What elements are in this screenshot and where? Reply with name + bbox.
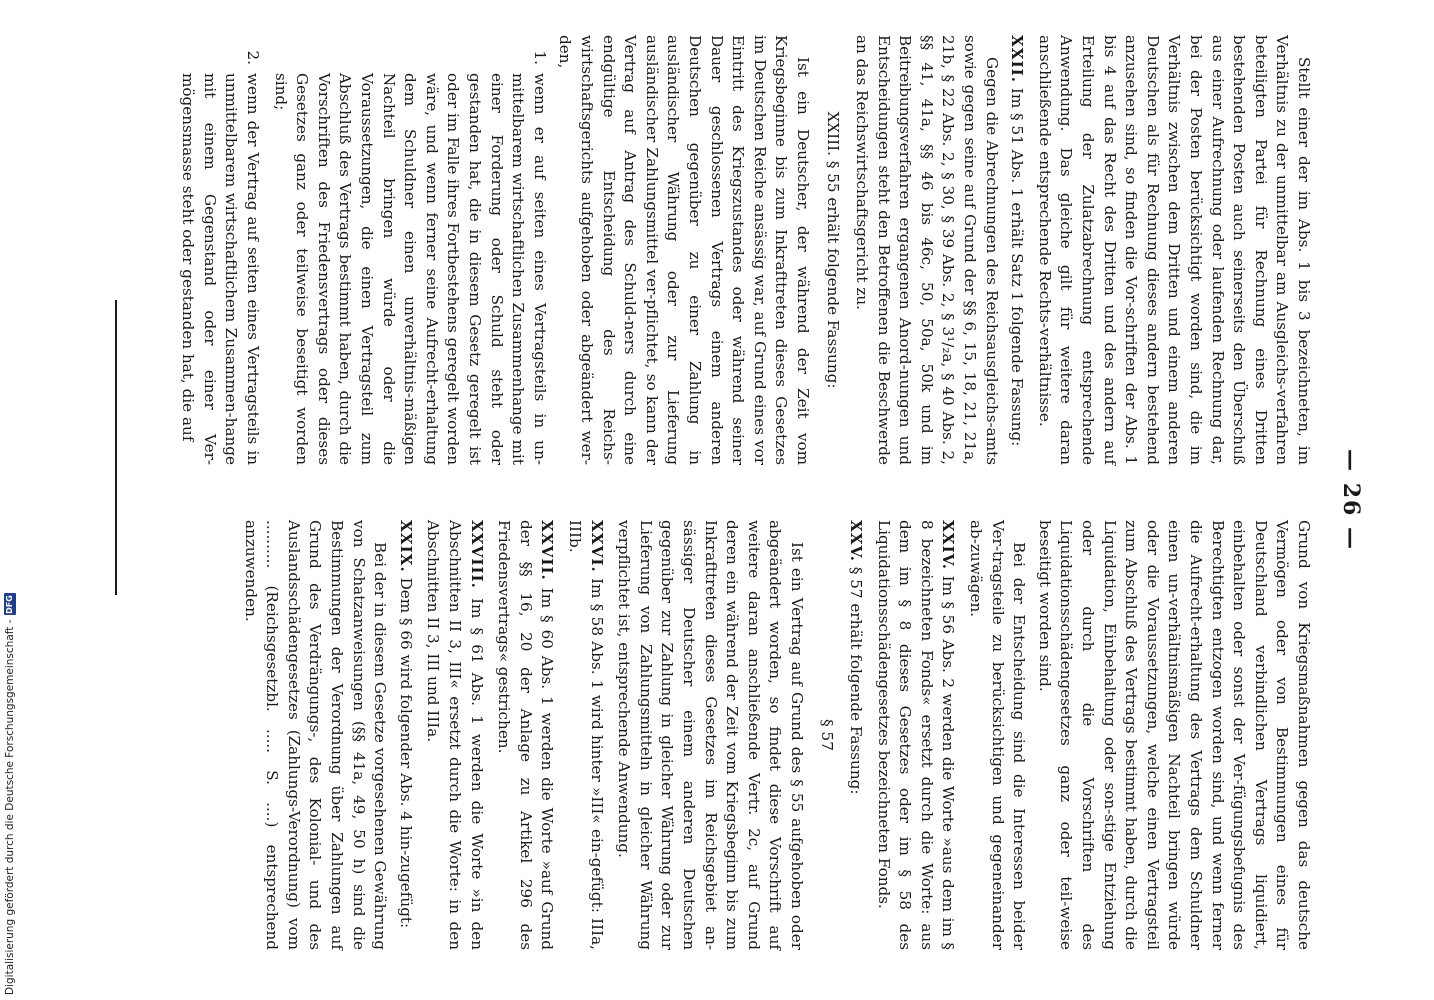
- list-item-text: wenn der Vertrag auf seiten eines Vertragsteils in unmittelbarem wirtschaftlichem Zusammen-hange mit einem Gegenstand oder einer Ver-mögensmasse steht oder gestanden hat, die auf: [179, 73, 263, 465]
- section-xxvi-number: XXVI.: [587, 520, 606, 573]
- section-xxiv-number: XXIV.: [939, 520, 958, 571]
- section-xxv-number: XXV.: [847, 520, 866, 562]
- list-item-1: [269, 35, 550, 465]
- section-xxviii-number: XXVIII.: [467, 520, 486, 589]
- section-xxii-number: XXII.: [1008, 35, 1027, 84]
- list-item-2: [177, 35, 263, 465]
- section-xxviii: [422, 520, 487, 950]
- section-xxix-body: Bei der in diesem Gesetze vorgesehenen Gewährung von Schatzanweisungen (§§ 41a, 49, 50 h) sind die Bestimmungen der Verordnung über Zahlungen auf Grund des Verdrängungs-, des Kolonial- und des Auslandsschädengesetzes (Zahlungs-Verordnung) vom .......... (Reichsgesetzbl. ..... S. ....) entsprechend anzuwenden.: [241, 520, 390, 950]
- section-xxvi-text: Im § 58 Abs. 1 wird hinter »III« ein-gefügt: IIIa, IIIb.: [566, 520, 606, 950]
- section-xxiv-text: Im § 56 Abs. 2 werden die Worte »aus dem im § 8 bezeichneten Fonds« ersetzt durch die Worte: aus dem im § 8 dieses Gesetzes oder im § 58 des Liquidationsschädengesetzes bezeichneten Fonds.: [874, 520, 958, 950]
- section-xxvii-number: XXVII.: [538, 520, 557, 581]
- section-xxix-text: Dem § 66 wird folgender Abs. 4 hin-zugefügt:: [396, 577, 415, 929]
- section-57-body: Ist ein Vertrag auf Grund des § 55 aufgehoben oder abgeändert worden, so findet diese Vorschrift auf weitere daran anschließende Vertr. 2c, auf Grund deren ein während der Zeit vom Kriegsbeginn bis zum Inkrafttreten dieses Gesetzes im Reichsgebiet an-sässiger Deutscher einem anderen Deutschen gegenüber zur Zahlung in gleicher Währung oder zur Lieferung von Zahlungsmitteln in gleicher Währung verpflichtet ist, entsprechende Anwendung.: [615, 520, 806, 950]
- section-xxii-text: Im § 51 Abs. 1 erhält Satz 1 folgende Fassung:: [1008, 87, 1027, 447]
- paragraph-interests: Bei der Entscheidung sind die Interessen beider Ver-tragsteile zu berücksichtigen und gegeneinander ab-zuwägen.: [967, 520, 1029, 950]
- section-xxiii-body: Ist ein Deutscher, der während der Zeit vom Kriegsbeginne bis zum Inkrafttreten dieses Gesetzes im Deutschen Reiche ansässig war, auf Grund eines vor Eintritt des Kriegszustandes oder während seiner Dauer geschlossenen Vertrags einem anderen Deutschen gegenüber zu einer Zahlung in ausländischer Währung oder zur Lieferung ausländischer Zahlungsmittel ver-pflichtet, so kann der Vertrag auf Antrag des Schuld-ners durch eine endgültige Entscheidung des Reichs-wirtschaftsgerichts aufgehoben oder abgeändert wer-den,: [556, 35, 812, 465]
- right-column: [235, 520, 1314, 950]
- section-xxv: [845, 520, 867, 950]
- section-xxiii-heading: [821, 35, 843, 465]
- list-item-number: 2.: [244, 50, 263, 65]
- list-item-text: wenn er auf seiten eines Vertragsteils in un-mittelbarem wirtschaftlichen Zusammenhange mit einer Forderung oder Schuld steht oder gestanden hat, die in diesem Gesetz geregelt ist oder im Falle ihres Fortbestehens geregelt worden wäre, und wenn ferner seine Aufrecht-erhaltung dem Schuldner einen unverhältnis-mäßigen Nachteil bringen würde oder die Voraussetzungen, die einen Vertragsteil zum Abschluß des Vertrags bestimmt haben, durch die Vorschriften des Friedensvertrags oder dieses Gesetzes ganz oder teilweise beseitigt worden sind;: [271, 73, 549, 465]
- section-xxvii: [493, 520, 558, 950]
- section-57-heading: § 57: [817, 719, 836, 751]
- page-number: — 26 —: [1338, 449, 1364, 551]
- section-xxvi: [563, 520, 606, 950]
- left-column: [171, 35, 1314, 465]
- section-xxviii-text: Im § 61 Abs. 1 werden die Worte »in den Abschnitten II 3, III« ersetzt durch die Worte: in den Abschnitten II 3, III und IIIa.: [424, 520, 486, 951]
- section-xxiii-text: § 55 erhält folgende Fassung:: [823, 160, 842, 389]
- digitization-credit: Digitalisierung gefördert durch die Deutsche Forschungsgemeinschaft -: [4, 619, 16, 995]
- section-xxix-number: XXIX.: [396, 520, 415, 573]
- section-xxii-body: Gegen die Abrechnungen des Reichsausgleichs-amts sowie gegen seine auf Grund der §§ 6, 15, 18, 21, 21a, 21b, § 22 Abs. 2, § 30, § 39 Abs. 2, § 3¹/₂a, § 40 Abs. 2, §§ 41, 41a, §§ 46 bis 46c, 50, 50a, 50k und im Beitreibungsverfahren ergangenen Anord-nungen und Entscheidungen steht den Betroffenen die Beschwerde an das Reichswirtschaftsgericht zu.: [853, 35, 1001, 465]
- section-xxv-text: § 57 erhält folgende Fassung:: [847, 566, 866, 795]
- page-divider-line: [115, 300, 117, 595]
- section-xxiv: [872, 520, 958, 950]
- list-item-number: 1.: [530, 50, 549, 65]
- section-xxix: [394, 520, 416, 950]
- dfg-logo-icon: DFG: [5, 595, 14, 614]
- section-xxii-heading: [1006, 35, 1028, 465]
- section-xxvii-text: Im § 60 Abs. 1 werden die Worte »auf Grund der §§ 16, 20 der Anlage zu Artikel 296 des Friedensvertrags« gestrichen.: [495, 520, 557, 950]
- section-xxiii-number: XXIII.: [823, 111, 842, 156]
- paragraph-continuation: Grund von Kriegsmaßnahmen gegen das deutsche Vermögen oder von Bestimmungen eines für Deutschland verbindlichen Vertrags liquidiert, einbehalten oder sonst der Ver-fügungsbefugnis des Berechtigten entzogen worden sind, und wenn ferner die Aufrecht-erhaltung des Vertrags dem Schuldner einen un-verhältnismäßigen Nachteil bringen würde oder die Voraussetzungen, welche einen Vertragsteil zum Abschluß des Vertrags bestimmt haben, durch die Liquidation, Einbehaltung oder son-stige Entziehung oder durch die Vorschriften des Liquidationsschädengesetzes ganz oder teil-weise beseitigt worden sind.: [1035, 520, 1313, 950]
- digitization-footer: [0, 0, 20, 1000]
- paragraph-intro: Stellt einer der im Abs. 1 bis 3 bezeichneten, im Verhältnis zu der unmittelbar am Ausgleichs-verfahren beteiligten Partei für Rechnung eines Dritten bestehenden Posten auch seinerseits den Überschuß aus einer Aufrechnung oder laufenden Rechnung dar, bei der Posten berücksichtigt worden sind, die im Verhältnis zwischen dem Dritten und einem anderen Deutschen als für Rechnung dieses andern bestehend anzusehen sind, so finden die Vor-schriften der Abs. 1 bis 4 auf das Recht des Dritten und des andern auf Erteilung der Zulatzabrechnung entsprechende Anwendung. Das gleiche gilt für weitere daran anschließende entsprechende Rechts-verhältnisse.: [1035, 35, 1313, 465]
